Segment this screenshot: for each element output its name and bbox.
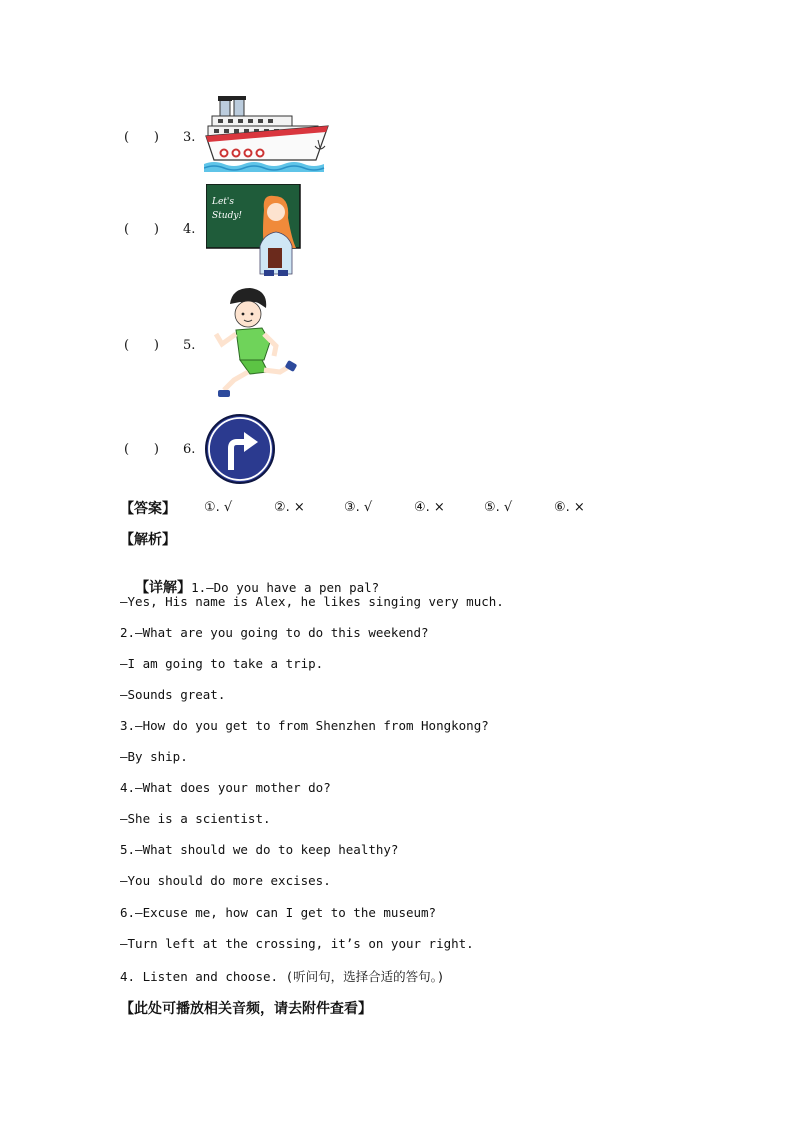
question-5 (0, 286, 794, 404)
answer-label: 【答案】 (120, 501, 176, 517)
dialogue-line: —She is a scientist. (120, 811, 271, 826)
answer-item: ⑥. × (554, 500, 585, 515)
question-4 (0, 184, 794, 280)
dialogue-line: —You should do more excises. (120, 873, 331, 888)
question-number: 3. (183, 130, 196, 145)
dialogue-line: 2.—What are you going to do this weekend? (120, 625, 429, 640)
answer-item: ③. √ (344, 500, 373, 515)
dialogue-line: —By ship. (120, 749, 188, 764)
dialogue-line: —Yes, His name is Alex, he likes singing very much. (120, 594, 504, 609)
section-heading: 4. Listen and choose. (听问句，选择合适的答句。) (120, 969, 445, 984)
answer-blank[interactable]: ( ) (124, 130, 159, 145)
running-boy-illustration (214, 286, 300, 404)
ship-illustration (204, 96, 332, 176)
answer-item: ④. × (414, 500, 445, 515)
dialogue-line: 4.—What does your mother do? (120, 780, 331, 795)
question-6 (0, 412, 794, 488)
dialogue-line: 5.—What should we do to keep healthy? (120, 842, 399, 857)
dialogue-line: 6.—Excuse me, how can I get to the museum? (120, 905, 437, 920)
dialogue-line: 1.—Do you have a pen pal? (191, 580, 380, 595)
detail-label: 【详解】 (135, 580, 192, 596)
answer-item: ②. × (274, 500, 305, 515)
teacher-blackboard-illustration (206, 184, 302, 278)
dialogue-line: —Turn left at the crossing, it’s on your right. (120, 936, 474, 951)
answer-item: ①. √ (204, 500, 233, 515)
answer-blank[interactable]: ( ) (124, 338, 159, 353)
answer-blank[interactable]: ( ) (124, 222, 159, 237)
detail-line-1 (120, 562, 379, 597)
question-number: 6. (183, 442, 196, 457)
svg-text:Study!: Study! (212, 211, 243, 221)
answer-blank[interactable]: ( ) (124, 442, 159, 457)
question-number: 5. (183, 338, 196, 353)
dialogue-line: —Sounds great. (120, 687, 226, 702)
blackboard-text: Let's (212, 197, 235, 207)
question-number: 4. (183, 222, 196, 237)
answer-item: ⑤. √ (484, 500, 513, 515)
analysis-label: 【解析】 (120, 532, 176, 548)
dialogue-line: —I am going to take a trip. (120, 656, 324, 671)
audio-note: 【此处可播放相关音频，请去附件查看】 (120, 1001, 372, 1017)
turn-right-sign-icon (204, 412, 276, 486)
dialogue-line: 3.—How do you get to from Shenzhen from Hongkong? (120, 718, 489, 733)
question-3 (0, 96, 794, 176)
